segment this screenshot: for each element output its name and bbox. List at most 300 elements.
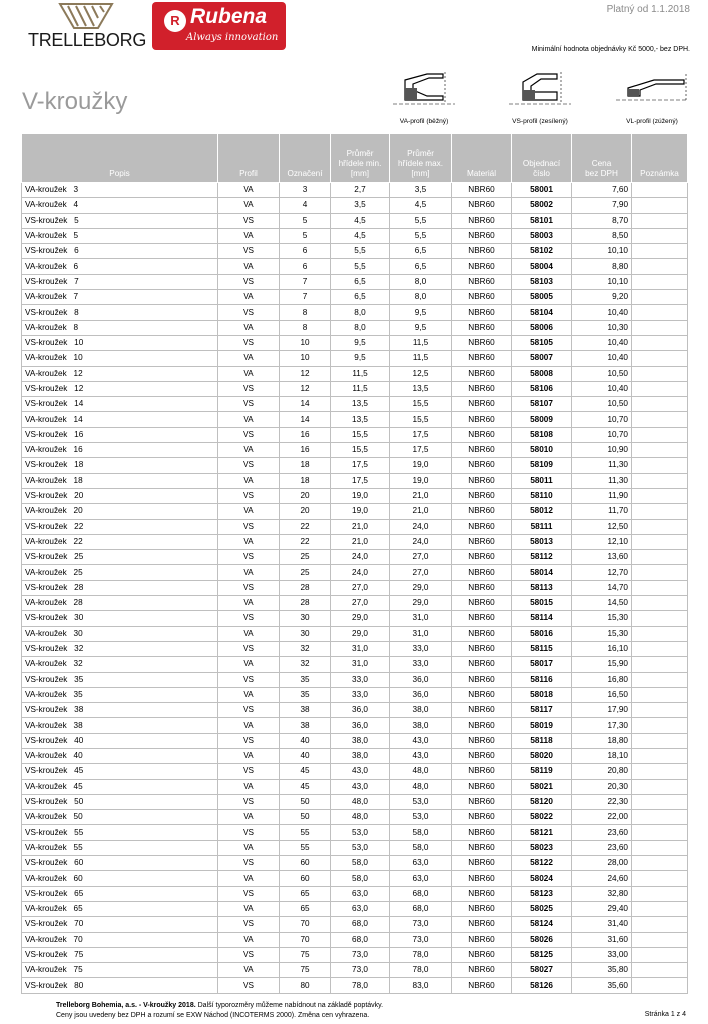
cell-material: NBR60 — [452, 473, 512, 488]
cell-max-diameter: 9,5 — [390, 305, 452, 320]
table-row — [22, 381, 688, 396]
cell-max-diameter: 11,5 — [390, 351, 452, 366]
cell-price: 32,80 — [572, 886, 632, 901]
cell-material: NBR60 — [452, 886, 512, 901]
profile-vl — [612, 70, 692, 125]
cell-profil: VS — [218, 335, 280, 350]
cell-profil: VA — [218, 366, 280, 381]
table-row — [22, 947, 688, 962]
cell-note — [632, 901, 688, 916]
table-row — [22, 810, 688, 825]
cell-price: 15,30 — [572, 611, 632, 626]
cell-order-number: 58112 — [512, 550, 572, 565]
cell-max-diameter: 33,0 — [390, 641, 452, 656]
cell-min-diameter: 73,0 — [331, 963, 390, 978]
cell-popis: VS-kroužek 40 — [22, 733, 218, 748]
cell-order-number: 58107 — [512, 397, 572, 412]
va-profile-drawing-icon — [391, 70, 457, 112]
cell-max-diameter: 36,0 — [390, 687, 452, 702]
cell-price: 10,70 — [572, 427, 632, 442]
cell-oznaceni: 40 — [280, 733, 331, 748]
cell-material: NBR60 — [452, 856, 512, 871]
cell-min-diameter: 63,0 — [331, 886, 390, 901]
table-row — [22, 213, 688, 228]
cell-max-diameter: 12,5 — [390, 366, 452, 381]
cell-max-diameter: 73,0 — [390, 917, 452, 932]
cell-profil: VS — [218, 458, 280, 473]
cell-order-number: 58110 — [512, 488, 572, 503]
cell-price: 10,40 — [572, 335, 632, 350]
cell-material: NBR60 — [452, 733, 512, 748]
cell-material: NBR60 — [452, 596, 512, 611]
cell-oznaceni: 18 — [280, 458, 331, 473]
cell-oznaceni: 75 — [280, 947, 331, 962]
trelleborg-crown-icon — [58, 2, 114, 30]
cell-min-diameter: 48,0 — [331, 794, 390, 809]
cell-note — [632, 427, 688, 442]
cell-profil: VA — [218, 932, 280, 947]
profile-vl-caption: VL-profil (zúžený) — [626, 118, 678, 125]
cell-profil: VS — [218, 917, 280, 932]
cell-min-diameter: 19,0 — [331, 488, 390, 503]
cell-oznaceni: 55 — [280, 840, 331, 855]
cell-max-diameter: 38,0 — [390, 718, 452, 733]
cell-oznaceni: 7 — [280, 290, 331, 305]
cell-popis: VS-kroužek 80 — [22, 978, 218, 993]
cell-min-diameter: 5,5 — [331, 244, 390, 259]
cell-material: NBR60 — [452, 397, 512, 412]
cell-profil: VA — [218, 626, 280, 641]
cell-profil: VS — [218, 703, 280, 718]
cell-note — [632, 244, 688, 259]
cell-profil: VA — [218, 290, 280, 305]
cell-max-diameter: 78,0 — [390, 963, 452, 978]
cell-price: 10,50 — [572, 366, 632, 381]
cell-oznaceni: 16 — [280, 443, 331, 458]
cell-material: NBR60 — [452, 290, 512, 305]
cell-max-diameter: 29,0 — [390, 596, 452, 611]
cell-max-diameter: 5,5 — [390, 228, 452, 243]
cell-oznaceni: 8 — [280, 305, 331, 320]
cell-price: 11,90 — [572, 488, 632, 503]
cell-note — [632, 550, 688, 565]
cell-profil: VS — [218, 397, 280, 412]
cell-oznaceni: 12 — [280, 366, 331, 381]
cell-max-diameter: 21,0 — [390, 504, 452, 519]
cell-note — [632, 213, 688, 228]
cell-price: 10,50 — [572, 397, 632, 412]
cell-min-diameter: 33,0 — [331, 672, 390, 687]
cell-order-number: 58114 — [512, 611, 572, 626]
cell-oznaceni: 28 — [280, 596, 331, 611]
cell-profil: VS — [218, 488, 280, 503]
cell-profil: VA — [218, 779, 280, 794]
cell-price: 33,00 — [572, 947, 632, 962]
cell-max-diameter: 8,0 — [390, 274, 452, 289]
cell-price: 15,30 — [572, 626, 632, 641]
cell-note — [632, 335, 688, 350]
cell-note — [632, 580, 688, 595]
cell-max-diameter: 29,0 — [390, 580, 452, 595]
footer-company: Trelleborg Bohemia, a.s. - V-kroužky 2018. — [56, 1002, 196, 1009]
cell-min-diameter: 2,7 — [331, 183, 390, 198]
cell-order-number: 58123 — [512, 886, 572, 901]
cell-profil: VS — [218, 550, 280, 565]
cell-profil: VS — [218, 978, 280, 993]
cell-price: 23,60 — [572, 840, 632, 855]
cell-material: NBR60 — [452, 779, 512, 794]
cell-order-number: 58005 — [512, 290, 572, 305]
table-row — [22, 290, 688, 305]
cell-note — [632, 856, 688, 871]
cell-material: NBR60 — [452, 519, 512, 534]
cell-order-number: 58125 — [512, 947, 572, 962]
cell-min-diameter: 6,5 — [331, 274, 390, 289]
table-row — [22, 458, 688, 473]
cell-order-number: 58106 — [512, 381, 572, 396]
cell-oznaceni: 8 — [280, 320, 331, 335]
col-header-price: Cena bez DPH — [572, 134, 632, 183]
cell-material: NBR60 — [452, 672, 512, 687]
cell-note — [632, 871, 688, 886]
cell-popis: VA-kroužek 40 — [22, 748, 218, 763]
cell-max-diameter: 36,0 — [390, 672, 452, 687]
cell-min-diameter: 11,5 — [331, 381, 390, 396]
cell-popis: VA-kroužek 65 — [22, 901, 218, 916]
cell-oznaceni: 20 — [280, 504, 331, 519]
cell-min-diameter: 11,5 — [331, 366, 390, 381]
cell-profil: VS — [218, 825, 280, 840]
cell-order-number: 58105 — [512, 335, 572, 350]
cell-order-number: 58103 — [512, 274, 572, 289]
cell-material: NBR60 — [452, 443, 512, 458]
table-row — [22, 748, 688, 763]
cell-max-diameter: 6,5 — [390, 244, 452, 259]
cell-max-diameter: 38,0 — [390, 703, 452, 718]
cell-min-diameter: 48,0 — [331, 810, 390, 825]
table-row — [22, 657, 688, 672]
cell-popis: VS-kroužek 8 — [22, 305, 218, 320]
cell-price: 20,80 — [572, 764, 632, 779]
cell-material: NBR60 — [452, 351, 512, 366]
cell-max-diameter: 15,5 — [390, 397, 452, 412]
cell-popis: VA-kroužek 3 — [22, 183, 218, 198]
cell-oznaceni: 10 — [280, 335, 331, 350]
cell-max-diameter: 58,0 — [390, 825, 452, 840]
cell-min-diameter: 24,0 — [331, 550, 390, 565]
cell-order-number: 58022 — [512, 810, 572, 825]
cell-note — [632, 886, 688, 901]
page-number: Stránka 1 z 4 — [644, 1011, 686, 1018]
cell-order-number: 58115 — [512, 641, 572, 656]
cell-oznaceni: 20 — [280, 488, 331, 503]
cell-price: 31,60 — [572, 932, 632, 947]
cell-max-diameter: 73,0 — [390, 932, 452, 947]
cell-material: NBR60 — [452, 412, 512, 427]
cell-material: NBR60 — [452, 703, 512, 718]
cell-popis: VA-kroužek 22 — [22, 534, 218, 549]
cell-note — [632, 932, 688, 947]
cell-oznaceni: 32 — [280, 657, 331, 672]
cell-note — [632, 488, 688, 503]
cell-order-number: 58004 — [512, 259, 572, 274]
cell-profil: VS — [218, 274, 280, 289]
cell-note — [632, 978, 688, 993]
cell-price: 14,50 — [572, 596, 632, 611]
table-row — [22, 397, 688, 412]
cell-popis: VA-kroužek 55 — [22, 840, 218, 855]
cell-min-diameter: 29,0 — [331, 611, 390, 626]
cell-max-diameter: 6,5 — [390, 259, 452, 274]
table-row — [22, 443, 688, 458]
table-row — [22, 963, 688, 978]
cell-note — [632, 198, 688, 213]
cell-oznaceni: 10 — [280, 351, 331, 366]
table-row — [22, 978, 688, 993]
cell-price: 23,60 — [572, 825, 632, 840]
cell-order-number: 58017 — [512, 657, 572, 672]
cell-max-diameter: 78,0 — [390, 947, 452, 962]
cell-material: NBR60 — [452, 381, 512, 396]
cell-price: 31,40 — [572, 917, 632, 932]
cell-price: 10,30 — [572, 320, 632, 335]
cell-order-number: 58015 — [512, 596, 572, 611]
table-row — [22, 580, 688, 595]
cell-max-diameter: 19,0 — [390, 473, 452, 488]
cell-profil: VA — [218, 534, 280, 549]
cell-max-diameter: 48,0 — [390, 764, 452, 779]
cell-price: 10,90 — [572, 443, 632, 458]
cell-order-number: 58010 — [512, 443, 572, 458]
cell-oznaceni: 60 — [280, 871, 331, 886]
table-row — [22, 519, 688, 534]
cell-profil: VA — [218, 748, 280, 763]
cell-min-diameter: 13,5 — [331, 412, 390, 427]
cell-oznaceni: 75 — [280, 963, 331, 978]
profile-vs-caption: VS-profil (zesílený) — [512, 118, 568, 125]
cell-note — [632, 657, 688, 672]
cell-min-diameter: 8,0 — [331, 305, 390, 320]
cell-profil: VA — [218, 871, 280, 886]
cell-material: NBR60 — [452, 183, 512, 198]
table-row — [22, 733, 688, 748]
cell-price: 13,60 — [572, 550, 632, 565]
cell-note — [632, 733, 688, 748]
cell-note — [632, 381, 688, 396]
cell-order-number: 58120 — [512, 794, 572, 809]
cell-material: NBR60 — [452, 504, 512, 519]
col-header-max-diameter: Průměr hřídele max. [mm] — [390, 134, 452, 183]
cell-popis: VS-kroužek 35 — [22, 672, 218, 687]
cell-order-number: 58109 — [512, 458, 572, 473]
cell-popis: VS-kroužek 60 — [22, 856, 218, 871]
cell-oznaceni: 30 — [280, 626, 331, 641]
cell-order-number: 58007 — [512, 351, 572, 366]
cell-max-diameter: 68,0 — [390, 886, 452, 901]
cell-popis: VS-kroužek 7 — [22, 274, 218, 289]
cell-price: 16,10 — [572, 641, 632, 656]
cell-min-diameter: 78,0 — [331, 978, 390, 993]
cell-oznaceni: 22 — [280, 534, 331, 549]
cell-material: NBR60 — [452, 626, 512, 641]
cell-min-diameter: 68,0 — [331, 917, 390, 932]
cell-oznaceni: 5 — [280, 228, 331, 243]
cell-order-number: 58118 — [512, 733, 572, 748]
cell-profil: VA — [218, 963, 280, 978]
cell-note — [632, 810, 688, 825]
cell-popis: VA-kroužek 50 — [22, 810, 218, 825]
cell-material: NBR60 — [452, 963, 512, 978]
cell-max-diameter: 17,5 — [390, 427, 452, 442]
cell-oznaceni: 16 — [280, 427, 331, 442]
cell-note — [632, 183, 688, 198]
cell-order-number: 58027 — [512, 963, 572, 978]
cell-max-diameter: 53,0 — [390, 794, 452, 809]
cell-profil: VS — [218, 381, 280, 396]
cell-profil: VS — [218, 427, 280, 442]
cell-order-number: 58006 — [512, 320, 572, 335]
cell-material: NBR60 — [452, 871, 512, 886]
cell-profil: VA — [218, 320, 280, 335]
cell-order-number: 58117 — [512, 703, 572, 718]
cell-profil: VA — [218, 901, 280, 916]
cell-price: 16,50 — [572, 687, 632, 702]
profile-va — [384, 70, 464, 125]
table-row — [22, 932, 688, 947]
cell-popis: VS-kroužek 25 — [22, 550, 218, 565]
table-row — [22, 550, 688, 565]
cell-material: NBR60 — [452, 794, 512, 809]
cell-price: 29,40 — [572, 901, 632, 916]
cell-max-diameter: 33,0 — [390, 657, 452, 672]
table-row — [22, 366, 688, 381]
cell-order-number: 58108 — [512, 427, 572, 442]
cell-min-diameter: 43,0 — [331, 779, 390, 794]
cell-material: NBR60 — [452, 458, 512, 473]
rubena-mark-icon: R — [164, 10, 186, 32]
cell-note — [632, 290, 688, 305]
cell-popis: VS-kroužek 50 — [22, 794, 218, 809]
cell-order-number: 58003 — [512, 228, 572, 243]
cell-max-diameter: 15,5 — [390, 412, 452, 427]
cell-popis: VS-kroužek 75 — [22, 947, 218, 962]
cell-popis: VA-kroužek 5 — [22, 228, 218, 243]
cell-price: 35,80 — [572, 963, 632, 978]
cell-min-diameter: 29,0 — [331, 626, 390, 641]
cell-note — [632, 641, 688, 656]
cell-popis: VA-kroužek 4 — [22, 198, 218, 213]
cell-note — [632, 748, 688, 763]
cell-max-diameter: 63,0 — [390, 856, 452, 871]
cell-price: 14,70 — [572, 580, 632, 595]
cell-popis: VA-kroužek 30 — [22, 626, 218, 641]
table-row — [22, 183, 688, 198]
cell-popis: VA-kroužek 7 — [22, 290, 218, 305]
cell-profil: VS — [218, 611, 280, 626]
cell-profil: VA — [218, 657, 280, 672]
cell-min-diameter: 3,5 — [331, 198, 390, 213]
cell-price: 10,40 — [572, 305, 632, 320]
cell-price: 16,80 — [572, 672, 632, 687]
rubena-logo — [152, 2, 286, 50]
cell-order-number: 58025 — [512, 901, 572, 916]
cell-price: 12,10 — [572, 534, 632, 549]
cell-popis: VA-kroužek 38 — [22, 718, 218, 733]
cell-order-number: 58122 — [512, 856, 572, 871]
cell-popis: VS-kroužek 38 — [22, 703, 218, 718]
cell-profil: VS — [218, 672, 280, 687]
cell-material: NBR60 — [452, 947, 512, 962]
cell-popis: VS-kroužek 14 — [22, 397, 218, 412]
cell-min-diameter: 53,0 — [331, 840, 390, 855]
cell-min-diameter: 5,5 — [331, 259, 390, 274]
cell-price: 15,90 — [572, 657, 632, 672]
cell-material: NBR60 — [452, 244, 512, 259]
cell-popis: VA-kroužek 35 — [22, 687, 218, 702]
cell-oznaceni: 18 — [280, 473, 331, 488]
cell-max-diameter: 31,0 — [390, 611, 452, 626]
cell-max-diameter: 9,5 — [390, 320, 452, 335]
cell-profil: VA — [218, 504, 280, 519]
cell-price: 12,50 — [572, 519, 632, 534]
cell-oznaceni: 14 — [280, 412, 331, 427]
page-title: V-kroužky — [22, 88, 128, 115]
cell-material: NBR60 — [452, 366, 512, 381]
cell-price: 11,30 — [572, 473, 632, 488]
cell-popis: VA-kroužek 12 — [22, 366, 218, 381]
vl-profile-drawing-icon — [614, 70, 690, 112]
cell-min-diameter: 68,0 — [331, 932, 390, 947]
cell-profil: VS — [218, 519, 280, 534]
table-row — [22, 641, 688, 656]
cell-oznaceni: 38 — [280, 703, 331, 718]
cell-order-number: 58024 — [512, 871, 572, 886]
cell-oznaceni: 80 — [280, 978, 331, 993]
table-row — [22, 351, 688, 366]
cell-max-diameter: 19,0 — [390, 458, 452, 473]
cell-max-diameter: 5,5 — [390, 213, 452, 228]
cell-profil: VA — [218, 810, 280, 825]
cell-min-diameter: 15,5 — [331, 443, 390, 458]
cell-max-diameter: 68,0 — [390, 901, 452, 916]
cell-order-number: 58020 — [512, 748, 572, 763]
cell-popis: VS-kroužek 65 — [22, 886, 218, 901]
cell-popis: VA-kroužek 28 — [22, 596, 218, 611]
cell-note — [632, 228, 688, 243]
cell-material: NBR60 — [452, 259, 512, 274]
cell-order-number: 58014 — [512, 565, 572, 580]
cell-min-diameter: 73,0 — [331, 947, 390, 962]
cell-profil: VS — [218, 794, 280, 809]
cell-price: 22,00 — [572, 810, 632, 825]
cell-material: NBR60 — [452, 764, 512, 779]
cell-price: 12,70 — [572, 565, 632, 580]
cell-order-number: 58021 — [512, 779, 572, 794]
cell-material: NBR60 — [452, 427, 512, 442]
cell-material: NBR60 — [452, 825, 512, 840]
col-header-min-diameter: Průměr hřídele min. [mm] — [331, 134, 390, 183]
cell-profil: VA — [218, 687, 280, 702]
cell-note — [632, 443, 688, 458]
cell-min-diameter: 21,0 — [331, 519, 390, 534]
cell-max-diameter: 63,0 — [390, 871, 452, 886]
cell-oznaceni: 70 — [280, 932, 331, 947]
table-row — [22, 427, 688, 442]
cell-price: 10,10 — [572, 274, 632, 289]
cell-oznaceni: 12 — [280, 381, 331, 396]
cell-popis: VA-kroužek 20 — [22, 504, 218, 519]
cell-material: NBR60 — [452, 611, 512, 626]
